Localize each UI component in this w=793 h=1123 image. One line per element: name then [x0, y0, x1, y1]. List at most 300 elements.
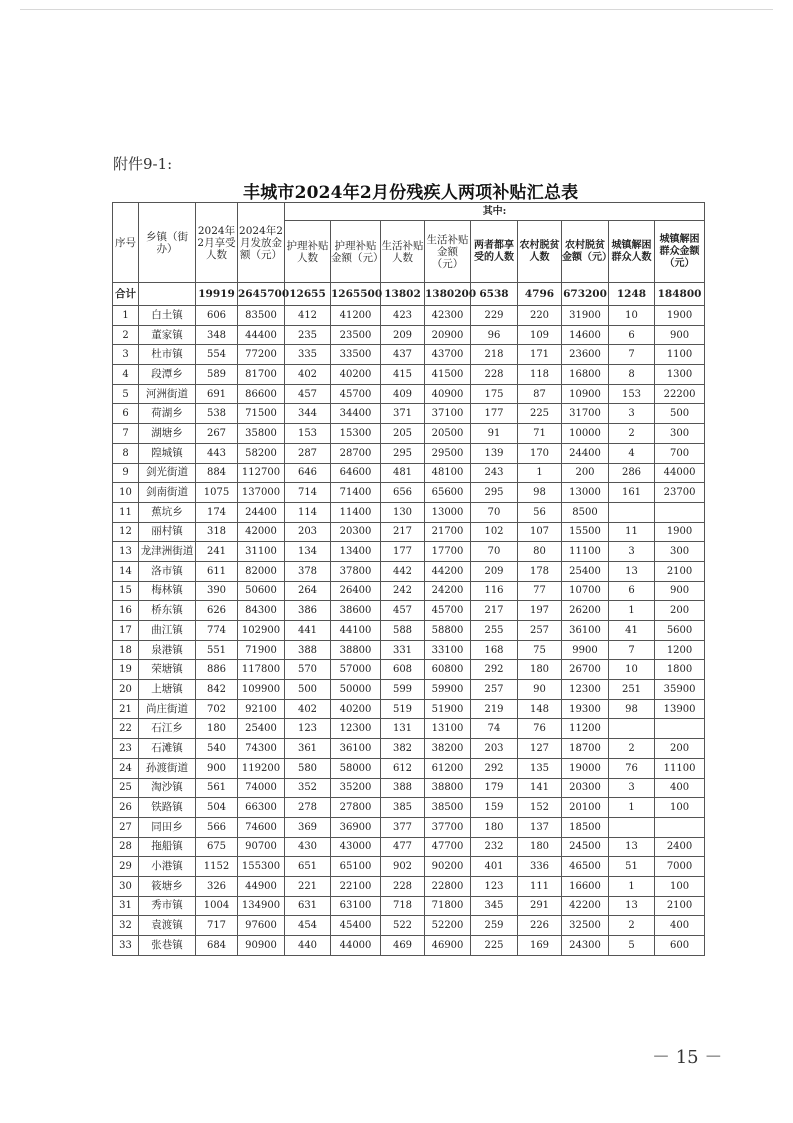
row-seq-cell: 26: [113, 798, 139, 818]
row-value-cell: 48100: [425, 463, 471, 483]
row-value-cell: 714: [285, 483, 331, 503]
row-value-cell: 16800: [562, 365, 609, 385]
table-row: [113, 601, 705, 621]
row-value-cell: 83500: [238, 306, 285, 326]
row-value-cell: 656: [381, 483, 425, 503]
row-value-cell: 24500: [562, 837, 609, 857]
total-cell: 6538: [471, 283, 518, 306]
row-town-cell: 隍城镇: [139, 443, 196, 463]
row-value-cell: 19300: [562, 699, 609, 719]
row-value-cell: 31900: [562, 306, 609, 326]
row-value-cell: 71500: [238, 404, 285, 424]
row-value-cell: 123: [471, 876, 518, 896]
row-town-cell: 泉港镇: [139, 640, 196, 660]
row-value-cell: 86600: [238, 384, 285, 404]
table-row: [113, 778, 705, 798]
row-value-cell: 561: [196, 778, 238, 798]
row-value-cell: 71900: [238, 640, 285, 660]
row-value-cell: 626: [196, 601, 238, 621]
row-value-cell: 35800: [238, 424, 285, 444]
row-seq-cell: 4: [113, 365, 139, 385]
row-value-cell: 454: [285, 916, 331, 936]
row-value-cell: 197: [518, 601, 562, 621]
row-value-cell: 13100: [425, 719, 471, 739]
row-value-cell: 51: [609, 857, 655, 877]
row-value-cell: 109: [518, 325, 562, 345]
row-seq-cell: 25: [113, 778, 139, 798]
row-value-cell: 179: [471, 778, 518, 798]
row-town-cell: 桥东镇: [139, 601, 196, 621]
row-value-cell: 900: [196, 758, 238, 778]
row-value-cell: 209: [381, 325, 425, 345]
row-town-cell: 曲江镇: [139, 621, 196, 641]
row-value-cell: 175: [471, 384, 518, 404]
row-value-cell: 646: [285, 463, 331, 483]
row-value-cell: 205: [381, 424, 425, 444]
table-row: [113, 817, 705, 837]
row-value-cell: 412: [285, 306, 331, 326]
row-value-cell: 180: [471, 817, 518, 837]
row-seq-cell: 5: [113, 384, 139, 404]
table-row: [113, 365, 705, 385]
row-town-cell: 小港镇: [139, 857, 196, 877]
header-recipients: 2024年2月享受人数: [196, 203, 238, 283]
row-value-cell: 292: [471, 660, 518, 680]
row-value-cell: 35900: [655, 680, 705, 700]
row-value-cell: 11400: [331, 502, 381, 522]
row-seq-cell: 33: [113, 936, 139, 956]
row-value-cell: 36100: [331, 739, 381, 759]
total-cell: [139, 283, 196, 306]
row-value-cell: 200: [562, 463, 609, 483]
row-value-cell: 46500: [562, 857, 609, 877]
row-value-cell: 477: [381, 837, 425, 857]
row-value-cell: 13: [609, 896, 655, 916]
row-seq-cell: 28: [113, 837, 139, 857]
row-value-cell: 599: [381, 680, 425, 700]
row-value-cell: 203: [285, 522, 331, 542]
row-value-cell: 81700: [238, 365, 285, 385]
row-value-cell: 566: [196, 817, 238, 837]
row-value-cell: 90700: [238, 837, 285, 857]
row-value-cell: 691: [196, 384, 238, 404]
row-value-cell: 7000: [655, 857, 705, 877]
row-value-cell: 382: [381, 739, 425, 759]
row-seq-cell: 7: [113, 424, 139, 444]
table-row: [113, 404, 705, 424]
row-value-cell: 209: [471, 561, 518, 581]
row-value-cell: 235: [285, 325, 331, 345]
row-value-cell: 10700: [562, 581, 609, 601]
row-value-cell: 155300: [238, 857, 285, 877]
row-value-cell: 243: [471, 463, 518, 483]
row-seq-cell: 31: [113, 896, 139, 916]
row-value-cell: 131: [381, 719, 425, 739]
row-value-cell: 217: [471, 601, 518, 621]
row-value-cell: 377: [381, 817, 425, 837]
row-town-cell: 杜市镇: [139, 345, 196, 365]
row-value-cell: [655, 817, 705, 837]
row-value-cell: 64600: [331, 463, 381, 483]
row-value-cell: 43700: [425, 345, 471, 365]
row-value-cell: 58200: [238, 443, 285, 463]
row-seq-cell: 19: [113, 660, 139, 680]
row-value-cell: 225: [471, 936, 518, 956]
row-value-cell: 84300: [238, 601, 285, 621]
row-value-cell: 90900: [238, 936, 285, 956]
row-value-cell: 74000: [238, 778, 285, 798]
row-value-cell: 31100: [238, 542, 285, 562]
row-value-cell: 457: [381, 601, 425, 621]
row-value-cell: 522: [381, 916, 425, 936]
row-value-cell: 232: [471, 837, 518, 857]
row-value-cell: 25400: [238, 719, 285, 739]
row-value-cell: 220: [518, 306, 562, 326]
row-town-cell: 张巷镇: [139, 936, 196, 956]
row-seq-cell: 8: [113, 443, 139, 463]
row-value-cell: 42000: [238, 522, 285, 542]
row-value-cell: 116: [471, 581, 518, 601]
header-living-amount: 生活补贴金额（元）: [425, 221, 471, 283]
row-value-cell: 900: [655, 325, 705, 345]
row-value-cell: 71400: [331, 483, 381, 503]
row-value-cell: 286: [609, 463, 655, 483]
row-value-cell: 400: [655, 916, 705, 936]
row-value-cell: 168: [471, 640, 518, 660]
row-seq-cell: 23: [113, 739, 139, 759]
row-value-cell: 10: [609, 306, 655, 326]
table-row: [113, 345, 705, 365]
header-rural-amount: 农村脱贫金额（元）: [562, 221, 609, 283]
attachment-label: 附件9-1:: [113, 155, 173, 173]
row-value-cell: 52200: [425, 916, 471, 936]
row-value-cell: 26400: [331, 581, 381, 601]
row-value-cell: 295: [471, 483, 518, 503]
row-value-cell: 44400: [238, 325, 285, 345]
row-value-cell: 588: [381, 621, 425, 641]
row-value-cell: 109900: [238, 680, 285, 700]
row-value-cell: 15500: [562, 522, 609, 542]
row-value-cell: 76: [609, 758, 655, 778]
table-row: [113, 798, 705, 818]
row-value-cell: 287: [285, 443, 331, 463]
row-value-cell: 9900: [562, 640, 609, 660]
row-value-cell: 336: [518, 857, 562, 877]
row-value-cell: 58800: [425, 621, 471, 641]
row-value-cell: 264: [285, 581, 331, 601]
row-seq-cell: 2: [113, 325, 139, 345]
row-value-cell: 580: [285, 758, 331, 778]
table-row: [113, 936, 705, 956]
row-value-cell: 651: [285, 857, 331, 877]
row-value-cell: 59900: [425, 680, 471, 700]
row-value-cell: 26700: [562, 660, 609, 680]
row-value-cell: 180: [518, 660, 562, 680]
header-amount: 2024年2月发放金额（元）: [238, 203, 285, 283]
row-value-cell: 65100: [331, 857, 381, 877]
row-value-cell: 900: [655, 581, 705, 601]
row-value-cell: 345: [471, 896, 518, 916]
row-town-cell: 上塘镇: [139, 680, 196, 700]
row-value-cell: 259: [471, 916, 518, 936]
row-value-cell: 19000: [562, 758, 609, 778]
table-row: [113, 542, 705, 562]
header-rural-count: 农村脱贫人数: [518, 221, 562, 283]
row-value-cell: 45400: [331, 916, 381, 936]
header-seq: 序号: [113, 203, 139, 283]
row-value-cell: 20900: [425, 325, 471, 345]
row-value-cell: 28700: [331, 443, 381, 463]
total-cell: 13802: [381, 283, 425, 306]
header-group: 其中:: [285, 203, 705, 221]
row-value-cell: 225: [518, 404, 562, 424]
row-value-cell: 97600: [238, 916, 285, 936]
row-value-cell: 423: [381, 306, 425, 326]
row-value-cell: 371: [381, 404, 425, 424]
row-value-cell: 774: [196, 621, 238, 641]
row-value-cell: 13: [609, 561, 655, 581]
row-value-cell: 177: [381, 542, 425, 562]
row-value-cell: 5: [609, 936, 655, 956]
row-value-cell: 221: [285, 876, 331, 896]
row-value-cell: 45700: [425, 601, 471, 621]
row-value-cell: 40200: [331, 699, 381, 719]
row-seq-cell: 15: [113, 581, 139, 601]
row-value-cell: 27800: [331, 798, 381, 818]
row-value-cell: 174: [196, 502, 238, 522]
row-value-cell: 23600: [562, 345, 609, 365]
row-value-cell: 178: [518, 561, 562, 581]
row-seq-cell: 6: [113, 404, 139, 424]
row-value-cell: 504: [196, 798, 238, 818]
top-edge-line: [20, 9, 773, 10]
row-value-cell: 63100: [331, 896, 381, 916]
row-value-cell: 75: [518, 640, 562, 660]
row-value-cell: 33100: [425, 640, 471, 660]
table-row: [113, 876, 705, 896]
table-body: [113, 283, 705, 956]
row-value-cell: 112700: [238, 463, 285, 483]
row-value-cell: 884: [196, 463, 238, 483]
total-label-cell: 合计: [113, 283, 139, 306]
row-town-cell: 拖船镇: [139, 837, 196, 857]
row-seq-cell: 14: [113, 561, 139, 581]
row-value-cell: 153: [285, 424, 331, 444]
row-value-cell: 36900: [331, 817, 381, 837]
row-value-cell: 11100: [655, 758, 705, 778]
table-row: [113, 384, 705, 404]
row-seq-cell: 17: [113, 621, 139, 641]
row-value-cell: 8: [609, 365, 655, 385]
row-value-cell: 442: [381, 561, 425, 581]
row-town-cell: 剑南街道: [139, 483, 196, 503]
row-value-cell: 71: [518, 424, 562, 444]
row-value-cell: 92100: [238, 699, 285, 719]
row-value-cell: 38200: [425, 739, 471, 759]
table-row: [113, 581, 705, 601]
row-value-cell: 137: [518, 817, 562, 837]
row-value-cell: 139: [471, 443, 518, 463]
total-cell: 19919: [196, 283, 238, 306]
row-value-cell: 228: [471, 365, 518, 385]
row-town-cell: 袁渡镇: [139, 916, 196, 936]
row-value-cell: 134900: [238, 896, 285, 916]
row-value-cell: 300: [655, 424, 705, 444]
row-town-cell: 尚庄街道: [139, 699, 196, 719]
row-value-cell: 218: [471, 345, 518, 365]
row-value-cell: 51900: [425, 699, 471, 719]
row-value-cell: 34400: [331, 404, 381, 424]
row-seq-cell: 29: [113, 857, 139, 877]
row-value-cell: 41500: [425, 365, 471, 385]
row-value-cell: 702: [196, 699, 238, 719]
row-value-cell: 24300: [562, 936, 609, 956]
row-value-cell: 118: [518, 365, 562, 385]
table-row: [113, 325, 705, 345]
row-value-cell: 551: [196, 640, 238, 660]
row-value-cell: 4: [609, 443, 655, 463]
row-value-cell: 600: [655, 936, 705, 956]
row-value-cell: 1152: [196, 857, 238, 877]
row-value-cell: 1: [609, 798, 655, 818]
document-title: 丰城市2024年2月份残疾人两项补贴汇总表: [243, 183, 579, 203]
row-value-cell: 33500: [331, 345, 381, 365]
row-town-cell: 淘沙镇: [139, 778, 196, 798]
row-value-cell: 43000: [331, 837, 381, 857]
row-value-cell: 457: [285, 384, 331, 404]
row-value-cell: 292: [471, 758, 518, 778]
row-value-cell: 348: [196, 325, 238, 345]
row-seq-cell: 10: [113, 483, 139, 503]
row-value-cell: 36100: [562, 621, 609, 641]
row-town-cell: 湖塘乡: [139, 424, 196, 444]
row-value-cell: 15300: [331, 424, 381, 444]
row-value-cell: 90200: [425, 857, 471, 877]
row-value-cell: 65600: [425, 483, 471, 503]
row-value-cell: 7: [609, 345, 655, 365]
row-value-cell: 98: [518, 483, 562, 503]
row-value-cell: 200: [655, 601, 705, 621]
row-value-cell: 684: [196, 936, 238, 956]
row-value-cell: 44000: [331, 936, 381, 956]
row-town-cell: 洛市镇: [139, 561, 196, 581]
row-value-cell: 443: [196, 443, 238, 463]
row-value-cell: 37700: [425, 817, 471, 837]
row-value-cell: 44100: [331, 621, 381, 641]
row-value-cell: 326: [196, 876, 238, 896]
row-town-cell: 秀市镇: [139, 896, 196, 916]
row-value-cell: 117800: [238, 660, 285, 680]
row-value-cell: 369: [285, 817, 331, 837]
row-value-cell: 70: [471, 502, 518, 522]
row-value-cell: 141: [518, 778, 562, 798]
row-value-cell: 111: [518, 876, 562, 896]
row-value-cell: 3: [609, 404, 655, 424]
row-value-cell: 22100: [331, 876, 381, 896]
row-value-cell: 611: [196, 561, 238, 581]
row-value-cell: 331: [381, 640, 425, 660]
row-value-cell: 77200: [238, 345, 285, 365]
row-value-cell: 18500: [562, 817, 609, 837]
total-cell: 12655: [285, 283, 331, 306]
row-value-cell: 570: [285, 660, 331, 680]
row-value-cell: 50600: [238, 581, 285, 601]
row-value-cell: 291: [518, 896, 562, 916]
table-row: [113, 522, 705, 542]
table-row: [113, 857, 705, 877]
row-seq-cell: 1: [113, 306, 139, 326]
row-value-cell: 217: [381, 522, 425, 542]
row-town-cell: 丽村镇: [139, 522, 196, 542]
row-town-cell: 荣塘镇: [139, 660, 196, 680]
row-seq-cell: 20: [113, 680, 139, 700]
row-value-cell: 440: [285, 936, 331, 956]
row-seq-cell: 30: [113, 876, 139, 896]
row-value-cell: 11100: [562, 542, 609, 562]
row-value-cell: 295: [381, 443, 425, 463]
row-value-cell: 554: [196, 345, 238, 365]
row-value-cell: 23500: [331, 325, 381, 345]
total-cell: 4796: [518, 283, 562, 306]
row-value-cell: 18700: [562, 739, 609, 759]
row-value-cell: 153: [609, 384, 655, 404]
row-value-cell: 180: [196, 719, 238, 739]
row-value-cell: 82000: [238, 561, 285, 581]
row-value-cell: 1004: [196, 896, 238, 916]
row-value-cell: 1300: [655, 365, 705, 385]
row-town-cell: 孙渡街道: [139, 758, 196, 778]
header-town: 乡镇（街办）: [139, 203, 196, 283]
row-value-cell: 1900: [655, 522, 705, 542]
row-value-cell: 437: [381, 345, 425, 365]
row-town-cell: 龙津洲街道: [139, 542, 196, 562]
header-both-count: 两者都享受的人数: [471, 221, 518, 283]
row-town-cell: 石滩镇: [139, 739, 196, 759]
row-value-cell: 44200: [425, 561, 471, 581]
row-value-cell: 45700: [331, 384, 381, 404]
row-value-cell: 40900: [425, 384, 471, 404]
row-value-cell: 58000: [331, 758, 381, 778]
row-value-cell: 137000: [238, 483, 285, 503]
row-value-cell: 226: [518, 916, 562, 936]
row-value-cell: 469: [381, 936, 425, 956]
row-value-cell: 22800: [425, 876, 471, 896]
row-value-cell: 267: [196, 424, 238, 444]
total-cell: 1380200: [425, 283, 471, 306]
table-row: [113, 306, 705, 326]
row-value-cell: 37800: [331, 561, 381, 581]
row-value-cell: [609, 817, 655, 837]
row-value-cell: 5600: [655, 621, 705, 641]
row-value-cell: 77: [518, 581, 562, 601]
row-seq-cell: 18: [113, 640, 139, 660]
row-value-cell: 70: [471, 542, 518, 562]
row-value-cell: 98: [609, 699, 655, 719]
row-value-cell: 13000: [425, 502, 471, 522]
header-care-amount: 护理补贴金额（元）: [331, 221, 381, 283]
table-row: [113, 680, 705, 700]
row-value-cell: 717: [196, 916, 238, 936]
table-row: [113, 896, 705, 916]
row-value-cell: 17700: [425, 542, 471, 562]
row-value-cell: 60800: [425, 660, 471, 680]
row-town-cell: 梅林镇: [139, 581, 196, 601]
row-value-cell: 2100: [655, 561, 705, 581]
row-value-cell: 902: [381, 857, 425, 877]
row-value-cell: 29500: [425, 443, 471, 463]
row-value-cell: 24200: [425, 581, 471, 601]
row-seq-cell: 13: [113, 542, 139, 562]
